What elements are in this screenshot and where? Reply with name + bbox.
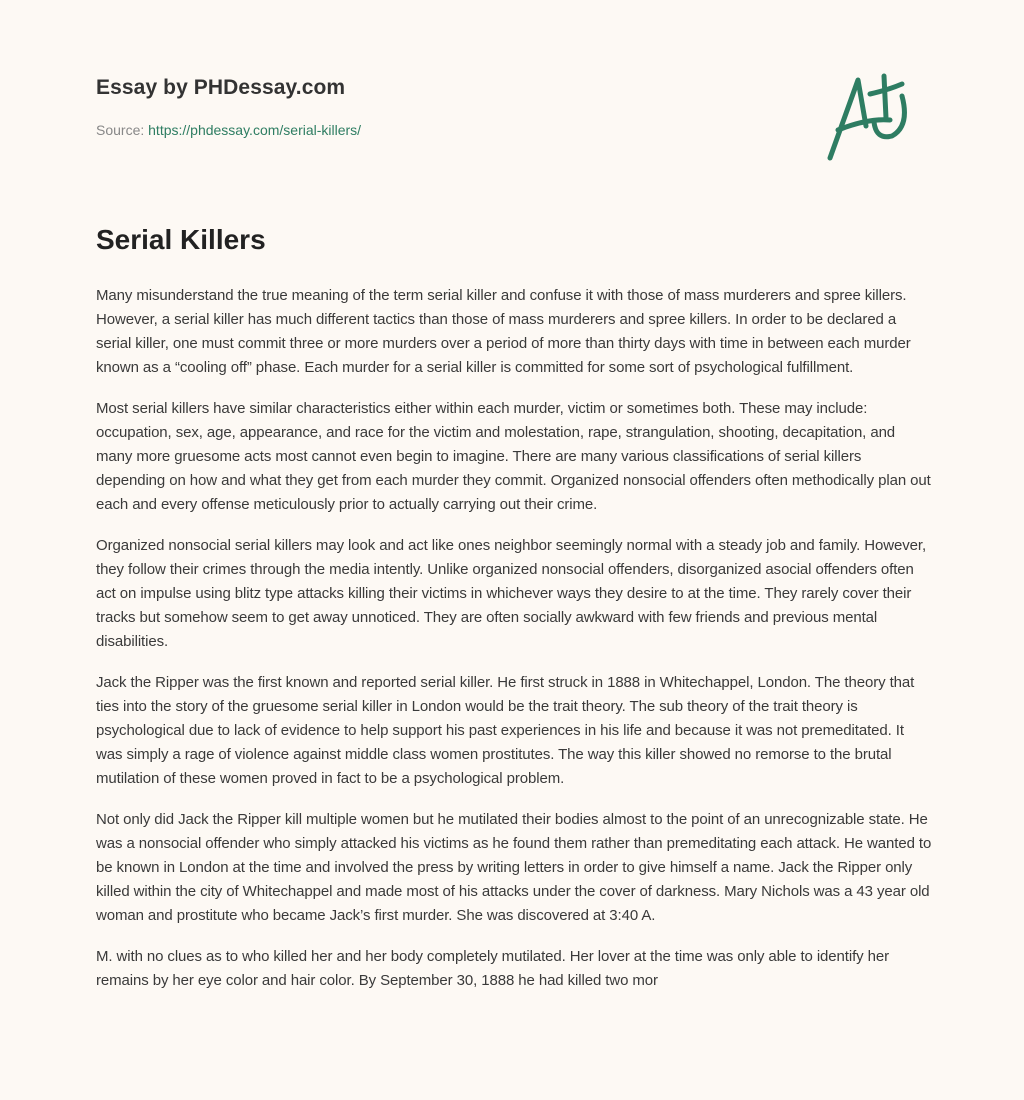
a-plus-logo-icon <box>818 66 928 166</box>
essay-paragraph: Organized nonsocial serial killers may look and act like ones neighbor seemingly normal with a steady job and family. However, they follow their crimes through the media intently. Unlike organized nonsocial offenders, disorganized asocial offenders often act on impulse using blitz type attacks killing their victims in whichever ways they desire to at the time. They rarely cover their tracks but somehow seem to get away unnoticed. They are often socially awkward with few friends and previous mental disabilities. <box>96 537 927 650</box>
essay-paragraph: M. with no clues as to who killed her and her body completely mutilated. Her lover at the time was only able to identify her remains by her eye color and hair color. By September 30, 1888 he had killed two mor <box>96 948 890 989</box>
essay-paragraph: Most serial killers have similar characteristics either within each murder, victim or sometimes both. These may include: occupation, sex, age, appearance, and race for the victim and molestation, rape, strangulation, shooting, decapitation, and many more gruesome acts most cannot even begin to imagine. There are many various classifications of serial killers depending on how and what they get from each murder they commit. Organized nonsocial offenders often methodically plan out each and every offense meticulously prior to actually carrying out their crime. <box>96 400 931 513</box>
essay-title: Serial Killers <box>96 224 266 255</box>
essay-paragraph: Not only did Jack the Ripper kill multiple women but he mutilated their bodies almost to the point of an unrecognizable state. He was a nonsocial offender who simply attacked his victims as he found them rather than premeditating each attack. He wanted to be known in London at the time and involved the press by writing letters in order to give himself a name. Jack the Ripper only killed within the city of Whitechappel and made most of his attacks under the cover of darkness. Mary Nichols was a 43 year old woman and prostitute who became Jack’s first murder. She was discovered at 3:40 A. <box>96 811 932 924</box>
source-label: Source: <box>96 122 145 138</box>
essay-paragraph: Jack the Ripper was the first known and reported serial killer. He first struck in 1888 in Whitechappel, London. The theory that ties into the story of the gruesome serial killer in London would be the trait theory. The sub theory of the trait theory is psychological due to lack of evidence to help support his past experiences in his life and because it was not premeditated. It was simply a rage of violence against middle class women prostitutes. The way this killer showed no remorse to the brutal mutilation of these women proved in fact to be a psychological problem. <box>96 674 915 787</box>
brand-title: Essay by PHDessay.com <box>96 76 346 99</box>
header <box>96 76 361 138</box>
source-line <box>96 122 361 138</box>
source-link[interactable]: https://phdessay.com/serial-killers/ <box>148 122 362 138</box>
essay-paragraph: Many misunderstand the true meaning of the term serial killer and confuse it with those of mass murderers and spree killers. However, a serial killer has much different tactics than those of mass murderers and spree killers. In order to be declared a serial killer, one must commit three or more murders over a period of more than thirty days with time in between each murder known as a “cooling off” phase. Each murder for a serial killer is committed for some sort of psychological fulfillment. <box>96 287 911 376</box>
essay-body <box>96 284 932 1010</box>
